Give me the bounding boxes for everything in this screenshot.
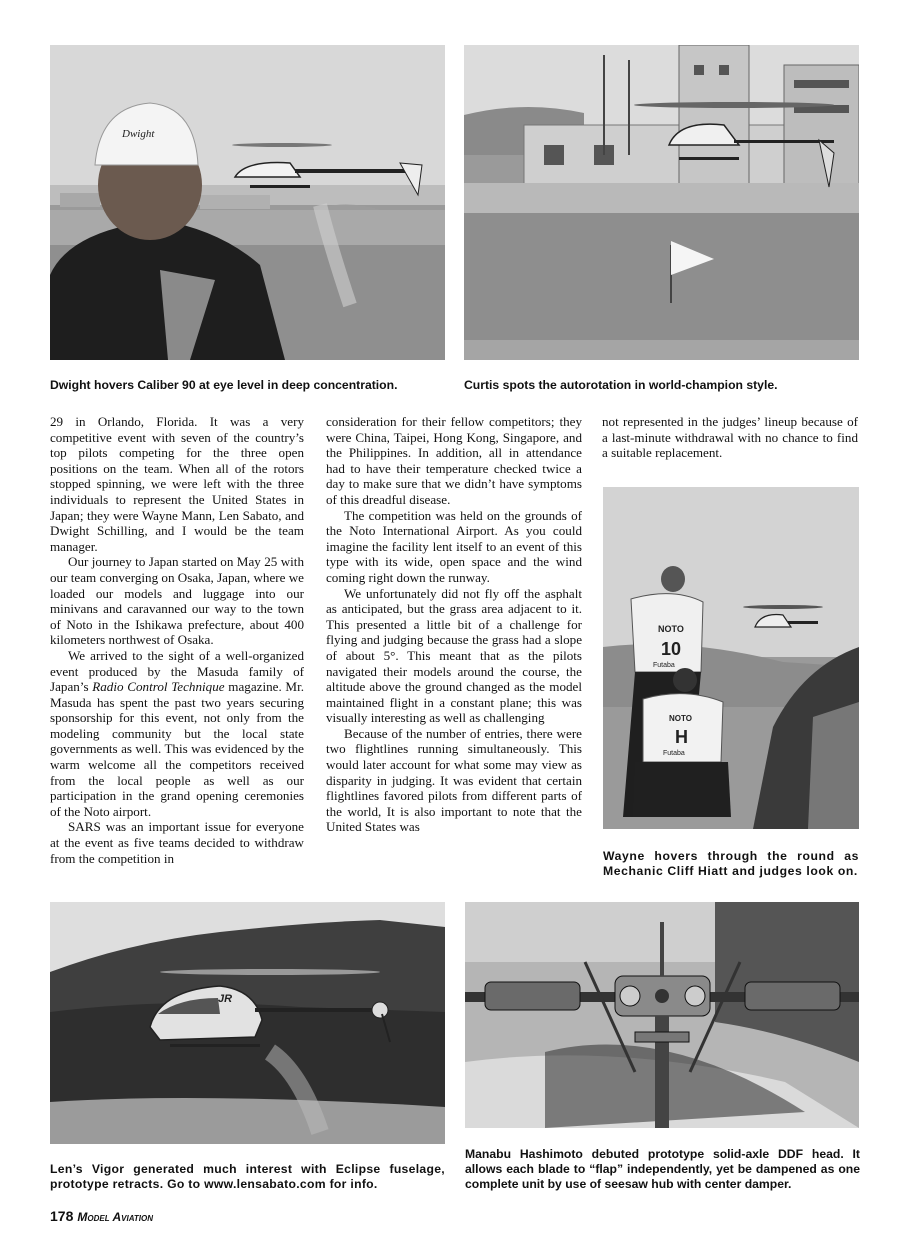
article-column-3 bbox=[602, 414, 858, 461]
caption-photo2: Curtis spots the autorotation in world-champion style. bbox=[464, 378, 778, 392]
shirt-letter: H bbox=[675, 727, 688, 747]
shirt-sponsor-2: Futaba bbox=[663, 750, 685, 757]
paragraph: 29 in Orlando, Florida. It was a very competitive event with seven of the country’s top pilots competing for the three open positions on the team. When all of the rotors stopped spinning, we were left with the three individuals to represent the United States in Japan; they were Wayne Mann, Len Sabato, and Dwight Schilling, and I would be the team manager. bbox=[50, 414, 304, 554]
magazine-name: Model Aviation bbox=[77, 1210, 153, 1224]
heli-logo: JR bbox=[218, 993, 233, 1005]
photo-len-vigor bbox=[50, 902, 445, 1144]
page-number: 178 bbox=[50, 1208, 74, 1224]
caption-photo5: Manabu Hashimoto debuted prototype solid-axle DDF head. It allows each blade to “flap” independently, yet be dampened as one complete unit by use of seesaw hub with center damper. bbox=[465, 1147, 860, 1191]
paragraph bbox=[50, 648, 304, 820]
photo-ddf-head bbox=[465, 902, 859, 1128]
caption-photo1: Dwight hovers Caliber 90 at eye level in deep concentration. bbox=[50, 378, 398, 392]
paragraph: Our journey to Japan started on May 25 with our team converging on Osaka, Japan, where we loaded our models and luggage into our minivans and caravanned our way to the town of Noto in the Ishikawa prefecture, about 400 kilometers northwest of Osaka. bbox=[50, 554, 304, 648]
cap-logo-text: Dwight bbox=[122, 128, 155, 140]
paragraph-text: magazine. Mr. Masuda has spent the past two years securing sponsorship for this event, not only from the modeling community but the local state governments as well. This was evidenced by the warm welcome all the competitors received from the local people as well as our participation in the grand opening ceremonies of the Noto airport. bbox=[50, 679, 304, 819]
shirt-brand-2: NOTO bbox=[669, 714, 692, 723]
shirt-number: 10 bbox=[661, 639, 682, 659]
paragraph-text: We arrived to the sight of a well-organized event produced by the Masuda family of Japan’s bbox=[50, 647, 304, 695]
paragraph: We unfortunately did not fly off the asphalt as anticipated, but the grass area adjacent to it. This presented a little bit of a challenge for flying and judging because the grass had a slope of about 5°. This meant that as the pilots navigated their models around the course, the altitude above the ground changed as the model maintained flight in a constant plane; this was visually interesting as well as challenging bbox=[326, 585, 582, 726]
caption-photo3: Wayne hovers through the round as Mechanic Cliff Hiatt and judges look on. bbox=[603, 849, 859, 878]
paragraph: The competition was held on the grounds of the Noto International Airport. As you could imagine the facility lent itself to an event of this type with its wide, open space and the wind coming right down the runway. bbox=[326, 507, 582, 585]
caption-photo4: Len’s Vigor generated much interest with Eclipse fuselage, prototype retracts. Go to www.lensabato.com for info. bbox=[50, 1162, 445, 1191]
page-folio bbox=[50, 1208, 153, 1224]
paragraph: Because of the number of entries, there were two flightlines running simultaneously. This would later account for what some may view as disparity in judging. It was evident that certain flightlines favored pilots from different parts of the world, It is also important to note that the United States was bbox=[326, 725, 582, 835]
photo-dwight-hover bbox=[50, 45, 445, 360]
article-column-1 bbox=[50, 414, 304, 866]
paragraph: SARS was an important issue for everyone at the event as five teams decided to withdraw from the competition in bbox=[50, 819, 304, 866]
article-column-2 bbox=[326, 414, 582, 835]
paragraph: not represented in the judges’ lineup because of a last-minute withdrawal with no chance to find a suitable replacement. bbox=[602, 414, 858, 461]
photo-wayne-hovers bbox=[603, 487, 859, 829]
shirt-brand: NOTO bbox=[658, 624, 684, 634]
magazine-title: Radio Control Technique bbox=[92, 679, 225, 695]
photo-curtis-spots bbox=[464, 45, 859, 360]
shirt-sponsor: Futaba bbox=[653, 662, 675, 669]
paragraph: consideration for their fellow competitors; they were China, Taipei, Hong Kong, Singapore, and the Philippines. In addition, all in attendance had to have their temperature checked twice a day to make sure that we didn’t have symptoms of this dreadful disease. bbox=[326, 414, 582, 507]
